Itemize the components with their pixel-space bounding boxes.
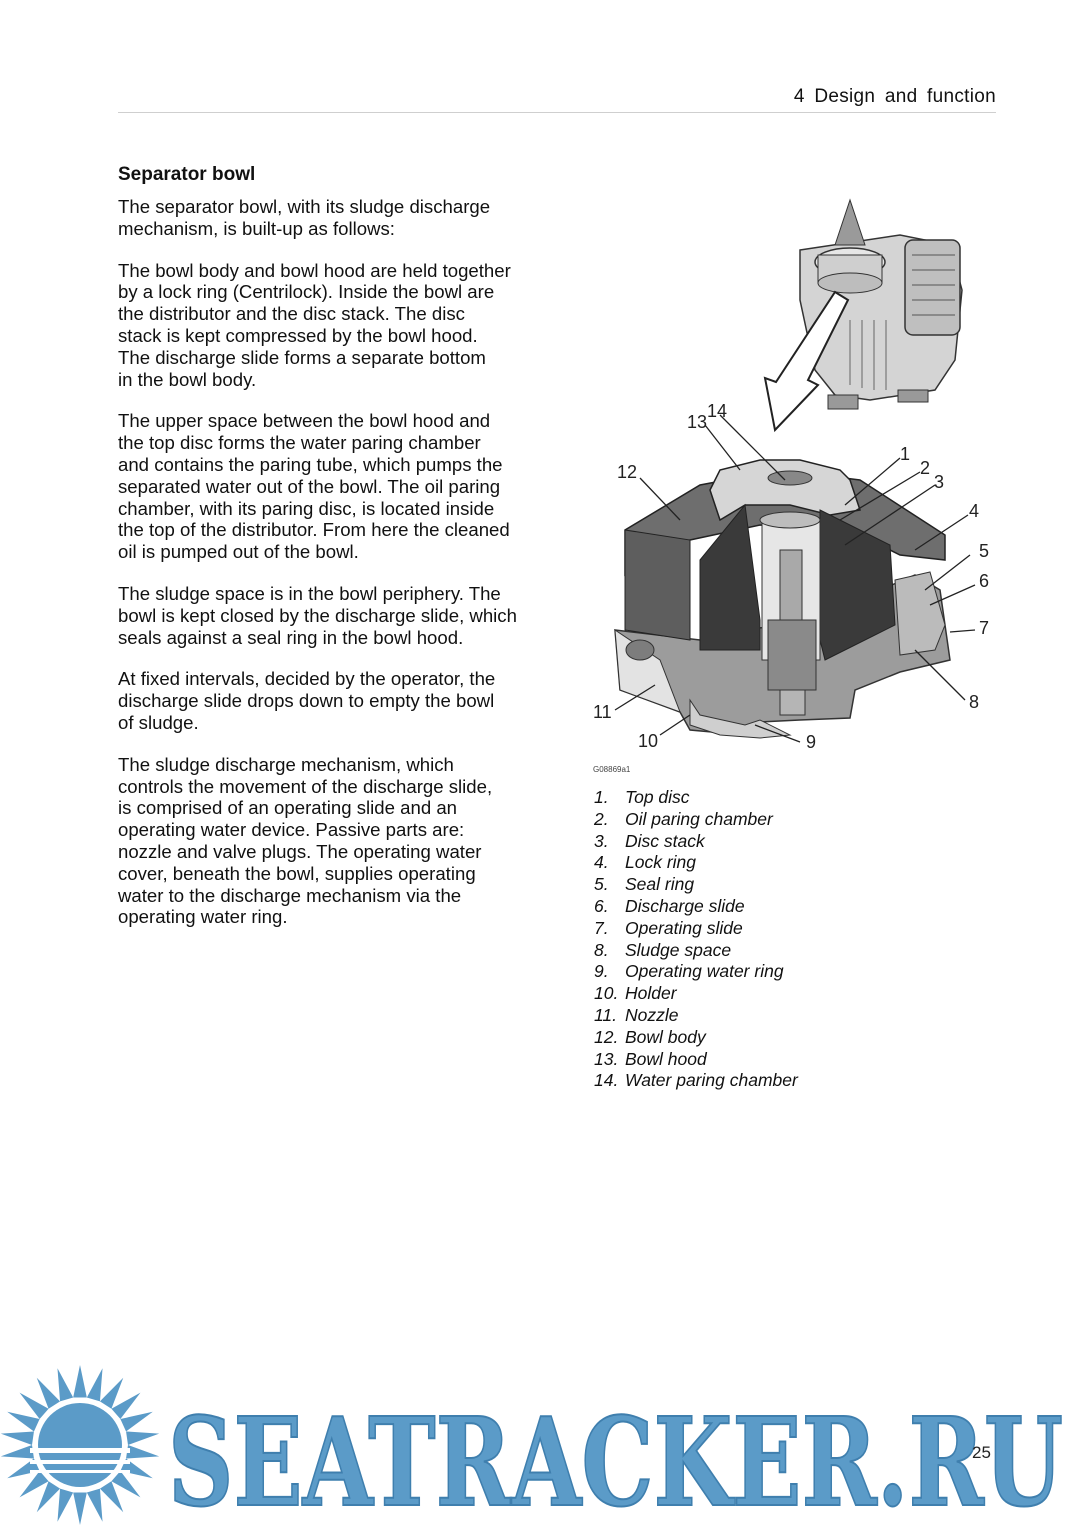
paragraph: The separator bowl, with its sludge discharge mechanism, is built-up as follows: [118,196,491,239]
chapter-title: 4 Design and function [793,86,996,107]
list-item: 7. Operating slide [594,917,743,938]
callout-9: 9 [806,732,817,752]
list-item: 4. Lock ring [594,852,697,873]
figure-code: G08869a1 [593,765,631,774]
paragraph: The bowl body and bowl hood are held together by a lock ring (Centrilock). Inside the bowl are the distributor and the disc stack. The disc stack is kept compressed by the bowl hood. The discharge slide forms a separate bottom in the bowl body. [118,259,511,390]
parts-legend [594,787,798,1092]
callout-7: 7 [979,618,990,638]
callout-13: 13 [687,412,708,432]
callout-10: 10 [638,731,659,751]
callout-8: 8 [969,692,980,712]
page-header [118,86,996,113]
watermark-text: SEATRACKER.RU [168,1390,1063,1527]
list-item: 2. Oil paring chamber [594,808,773,829]
list-item: 12. Bowl body [594,1026,706,1047]
paragraph: The sludge space is in the bowl periphery. The bowl is kept closed by the discharge slide, which seals against a seal ring in the bowl hood. [118,582,517,648]
callout-2: 2 [920,458,931,478]
callout-11: 11 [593,702,612,722]
paragraph: The sludge discharge mechanism, which controls the movement of the discharge slide, is comprised of an operating slide and an operating water device. Passive parts are: nozzle and valve plugs. The operating water cover, beneath the bowl, supplies operating water to the discharge mechanism via the operating water ring. [118,753,493,928]
body-text-column [118,164,558,948]
sun-logo-icon [1,1365,159,1525]
separator-bowl-illustration [590,190,1010,770]
list-item: 5. Seal ring [594,874,695,895]
callout-4: 4 [969,501,980,521]
callout-12: 12 [617,462,638,482]
callout-5: 5 [979,541,990,561]
list-item: 1. Top disc [594,787,690,807]
page-number: 25 [972,1443,991,1462]
list-item: 13. Bowl hood [594,1048,707,1069]
list-item: 8. Sludge space [594,939,732,960]
list-item: 9. Operating water ring [594,961,784,982]
list-item: 11. Nozzle [594,1004,679,1025]
paragraph: The upper space between the bowl hood and the top disc forms the water paring chamber and contains the paring tube, which pumps the separated water out of the bowl. The oil paring chamber, with its paring disc, is located inside the top of the distributor. From here the cleaned oil is pumped out of the bowl. [118,410,510,563]
callout-1: 1 [900,444,911,464]
list-item: 14. Water paring chamber [594,1070,798,1091]
callout-3: 3 [934,472,945,492]
list-item: 6. Discharge slide [594,895,745,916]
separator-unit-drawing [800,200,962,409]
list-item: 10. Holder [594,983,677,1004]
paragraph: At fixed intervals, decided by the operator, the discharge slide drops down to empty the bowl of sludge. [118,668,496,733]
seatracker-watermark [0,1360,1080,1527]
bowl-cross-section [615,460,950,738]
callout-14: 14 [707,401,728,421]
section-title: Separator bowl [118,164,256,185]
list-item: 3. Disc stack [594,830,705,851]
callout-6: 6 [979,571,990,591]
